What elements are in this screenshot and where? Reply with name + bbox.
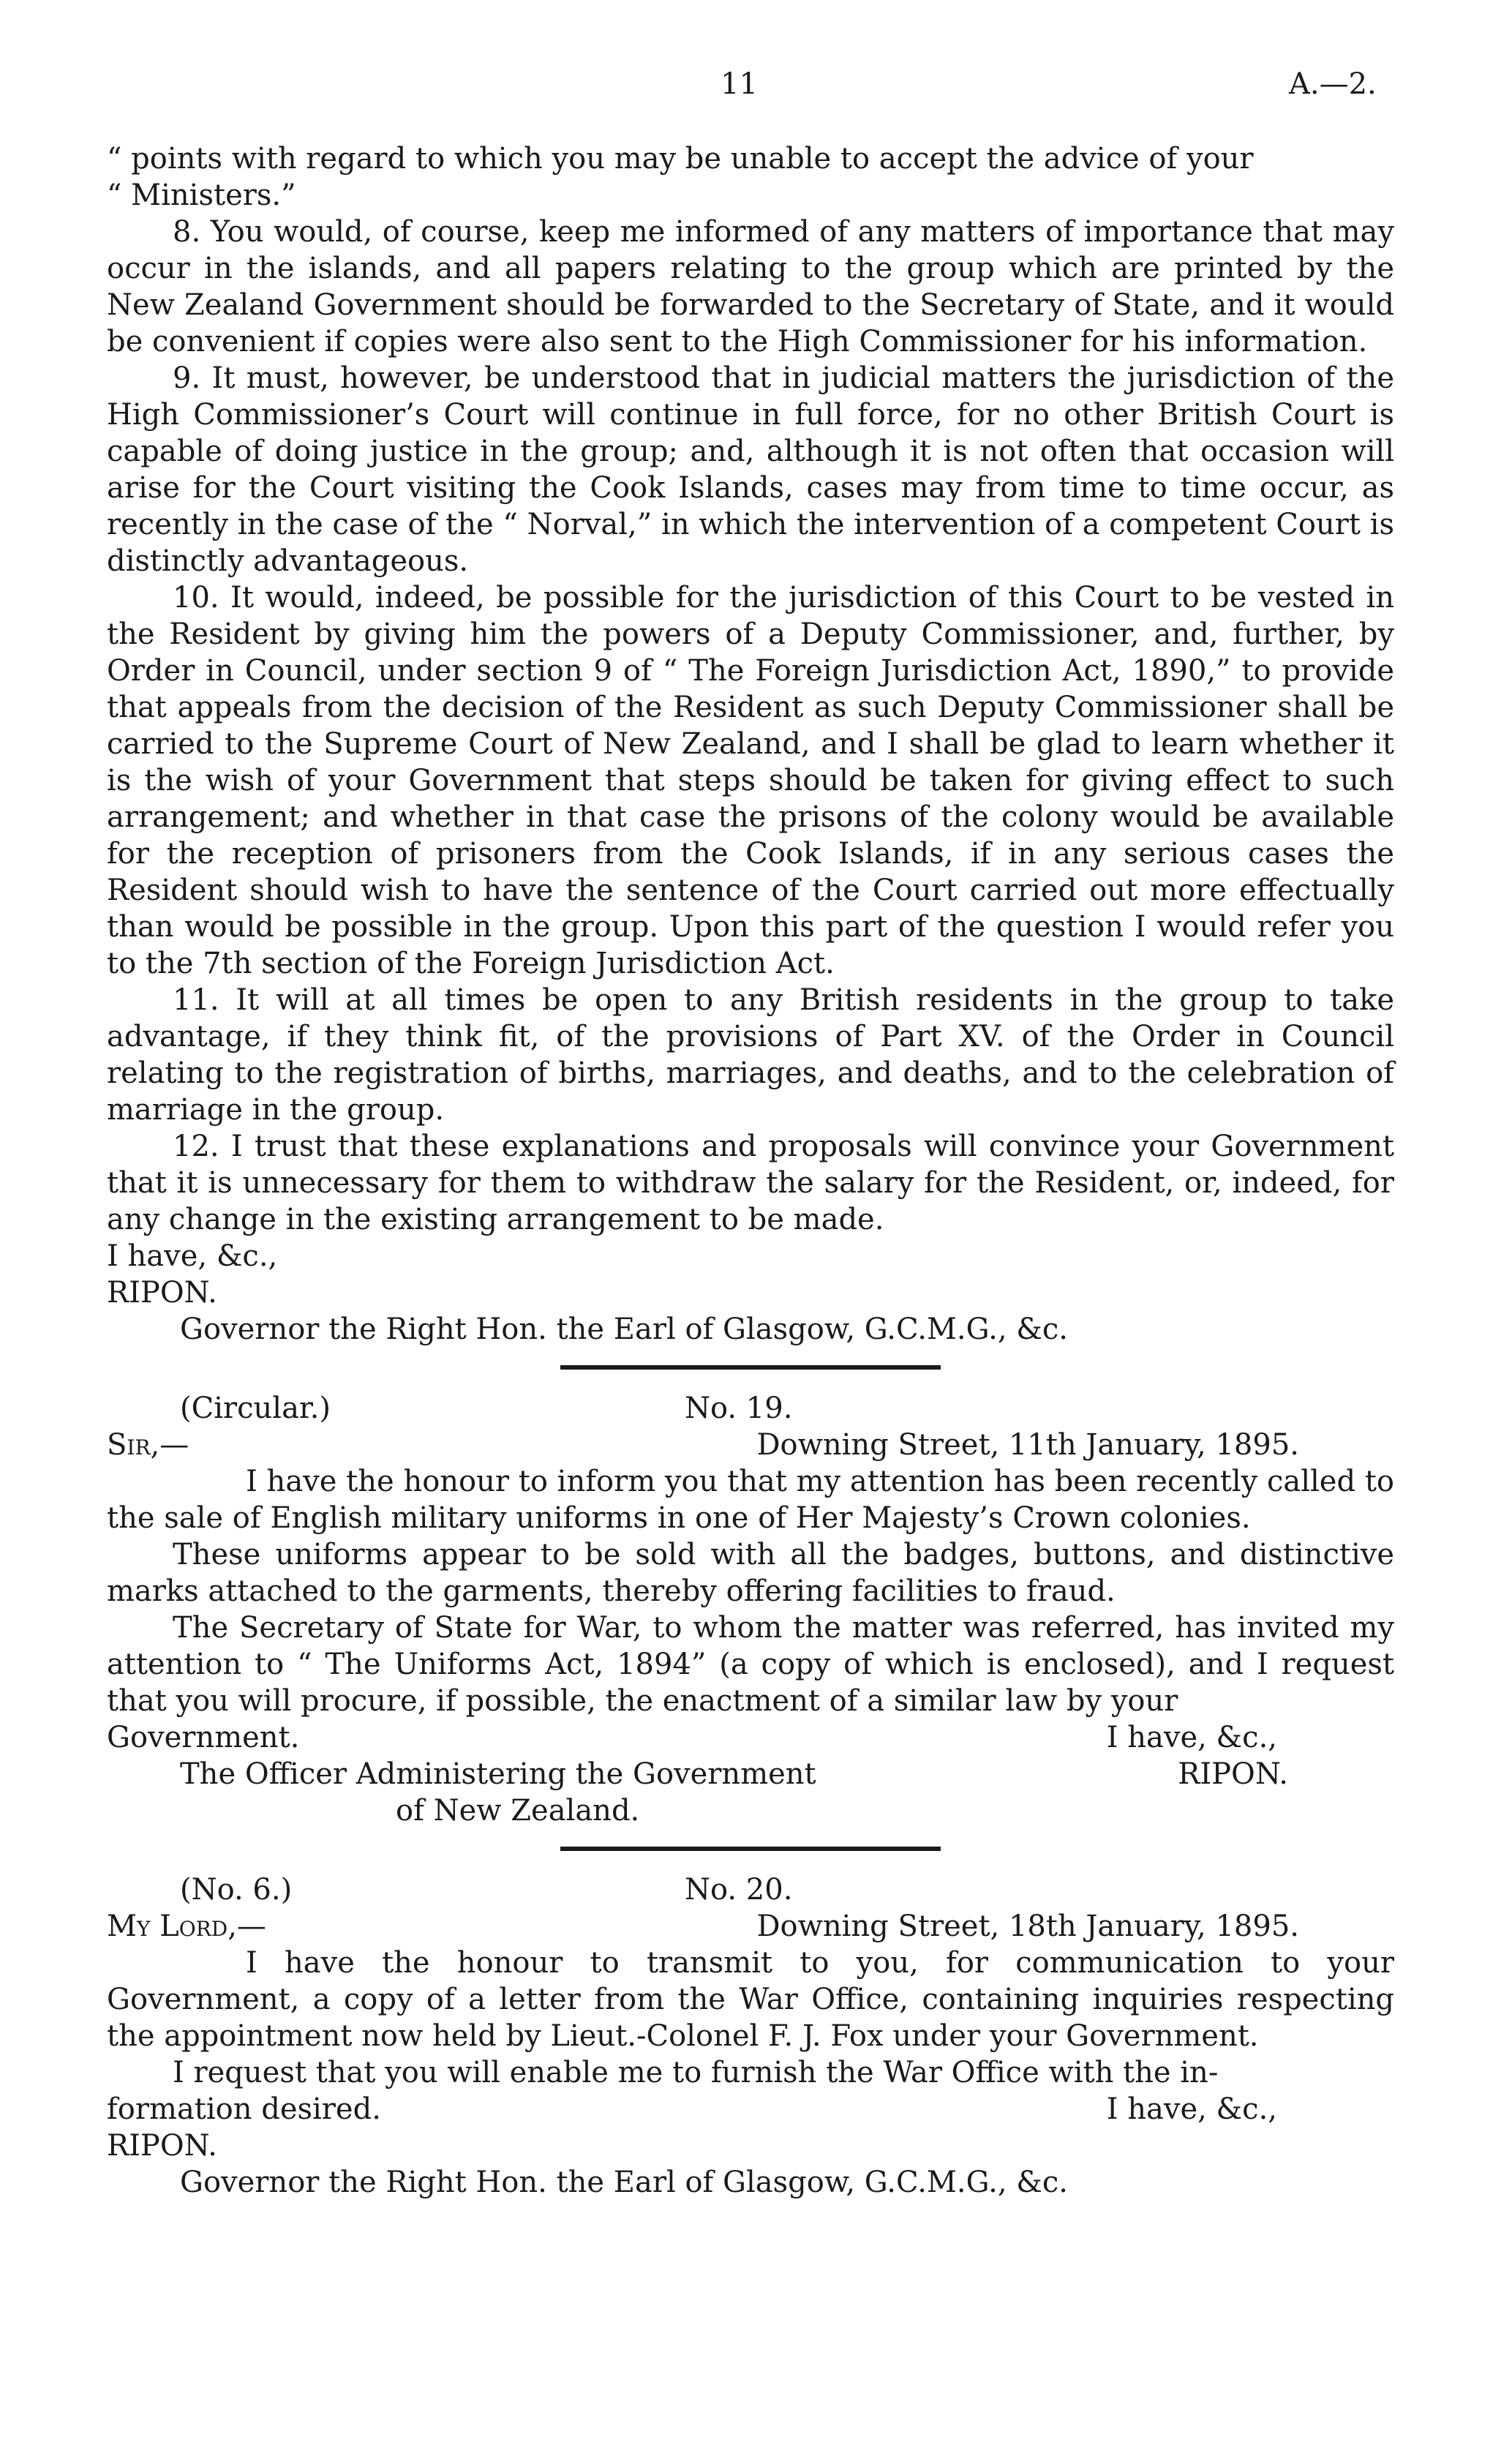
addressee: The Officer Administering the Government xyxy=(180,1757,816,1791)
letter-20-paragraph-2: I request that you will enable me to furnish the War Office with the in- xyxy=(173,2056,1219,2089)
letter-date: Downing Street, 18th January, 1895. xyxy=(756,1910,1299,1943)
salutation: My Lord,— xyxy=(107,1910,266,1943)
salutation: Sir,— xyxy=(107,1428,189,1462)
paragraph-11: 11. It will at all times be open to any British residents in the group to take advantage, if they think fit, of the provisions of Part XV. of the Order in Council relating to the registration of births, marriages, and deaths, and to the celebration of marriage in the group. xyxy=(107,983,1394,1127)
letter-20-heading xyxy=(107,1871,1394,1908)
quoted-line: “ Ministers.” xyxy=(107,179,296,212)
letter-20-salutation-row xyxy=(107,1908,1394,1945)
letter-19-signature-row xyxy=(107,1756,1394,1792)
letter-number: No. 19. xyxy=(685,1392,793,1425)
letter-19-paragraph-1: I have the honour to inform you that my attention has been recently called to the sale of English military uniforms in one of Her Majesty’s Crown colonies. xyxy=(107,1465,1394,1535)
letter-19-salutation-row xyxy=(107,1427,1394,1463)
letter-19-paragraph-2: These uniforms appear to be sold with all the badges, buttons, and distinctive marks attached to the garments, thereby offering facilities to fraud. xyxy=(107,1538,1394,1608)
signature: RIPON. xyxy=(107,1276,217,1310)
addressee-line-2: of New Zealand. xyxy=(396,1794,640,1828)
letter-19-heading xyxy=(107,1390,1394,1427)
closing-have: I have, &c., xyxy=(1106,2092,1277,2126)
closing-have: I have, &c., xyxy=(1106,1721,1277,1754)
addressee: Governor the Right Hon. the Earl of Glasgow, G.C.M.G., &c. xyxy=(180,1313,1068,1346)
letter-20-closing-row xyxy=(107,2091,1394,2128)
paragraph-last-line: formation desired. xyxy=(107,2092,381,2126)
addressee: Governor the Right Hon. the Earl of Glasgow, G.C.M.G., &c. xyxy=(180,2166,1068,2199)
letter-date: Downing Street, 11th January, 1895. xyxy=(756,1428,1299,1462)
letter-number: No. 20. xyxy=(685,1873,793,1907)
signature: RIPON. xyxy=(1178,1757,1288,1791)
page-number: 11 xyxy=(721,67,758,101)
paragraph-8: 8. You would, of course, keep me informed of any matters of importance that may occur in the islands, and all papers relating to the group which are printed by the New Zealand Government should be forwarded to the Secretary of State, and it would be convenient if copies were also sent to the High Commissioner for his information. xyxy=(107,215,1394,358)
quoted-line: “ points with regard to which you may be unable to accept the advice of your xyxy=(107,142,1254,176)
letter-19-closing-row xyxy=(107,1719,1394,1756)
closing-have: I have, &c., xyxy=(107,1239,278,1273)
paragraph-last-line: Government. xyxy=(107,1721,300,1754)
signature: RIPON. xyxy=(107,2129,217,2163)
paragraph-12: 12. I trust that these explanations and proposals will convince your Government that it is unnecessary for them to withdraw the salary for the Resident, or, indeed, for any change in the existing arrangement to be made. xyxy=(107,1130,1394,1236)
document-body xyxy=(107,140,1394,2201)
letter-label: (No. 6.) xyxy=(180,1873,293,1907)
paragraph-9: 9. It must, however, be understood that in judicial matters the jurisdiction of the High Commissioner’s Court will continue in full force, for no other British Court is capable of doing justice in the group; and, although it is not often that occasion will arise for the Court visiting the Cook Islands, cases may from time to time occur, as recently in the case of the “ Norval,” in which the intervention of a competent Court is distinctly advantageous. xyxy=(107,361,1394,578)
letter-19-paragraph-3: The Secretary of State for War, to whom the matter was referred, has invited my attention to “ The Uniforms Act, 1894” (a copy of which is enclosed), and I request that you will procure, if possible, the enactment of a similar law by your xyxy=(107,1611,1394,1718)
section-divider xyxy=(560,1847,941,1851)
letter-label: (Circular.) xyxy=(180,1392,331,1425)
letter-20-paragraph-1: I have the honour to transmit to you, for communication to your Government, a copy of a letter from the War Office, containing inquiries respecting the appointment now held by Lieut.-Colonel F. J. Fox under your Government. xyxy=(107,1946,1394,2053)
section-divider xyxy=(560,1365,941,1370)
paragraph-10: 10. It would, indeed, be possible for the jurisdiction of this Court to be vested in the Resident by giving him the powers of a Deputy Commissioner, and, further, by Order in Council, under section 9 of “ The Foreign Jurisdiction Act, 1890,” to provide that appeals from the decision of the Resident as such Deputy Commissioner shall be carried to the Supreme Court of New Zealand, and I shall be glad to learn whether it is the wish of your Government that steps should be taken for giving effect to such arrangement; and whether in that case the prisons of the colony would be available for the reception of prisoners from the Cook Islands, if in any serious cases the Resident should wish to have the sentence of the Court carried out more effectually than would be possible in the group. Upon this part of the question I would refer you to the 7th section of the Foreign Jurisdiction Act. xyxy=(107,581,1394,980)
document-reference: A.—2. xyxy=(1289,67,1377,101)
